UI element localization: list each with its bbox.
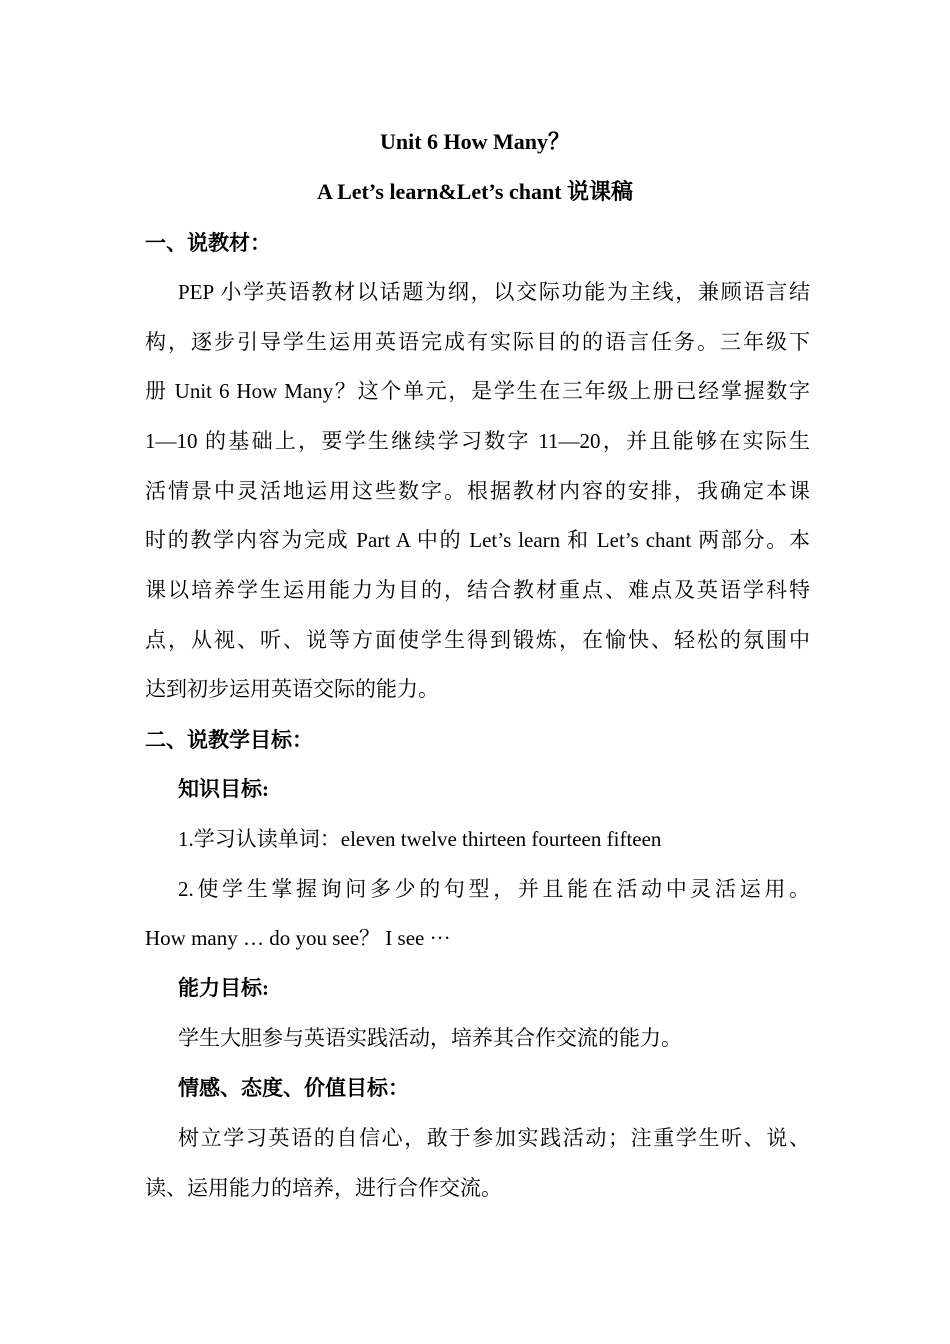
page-title: Unit 6 How Many？ bbox=[379, 129, 571, 154]
paragraph-line: 时的教学内容为完成 Part A 中的 Let’s learn 和 Let’s chant 两部分。本 bbox=[145, 528, 810, 552]
paragraph-line: PEP 小学英语教材以话题为纲，以交际功能为主线，兼顾语言结 bbox=[178, 280, 810, 304]
page-subtitle: A Let’s learn&Let’s chant 说课稿 bbox=[316, 179, 634, 204]
ability-text: 学生大胆参与英语实践活动，培养其合作交流的能力。 bbox=[178, 1026, 682, 1050]
paragraph-line: 1—10 的基础上，要学生继续学习数字 11—20，并且能够在实际生 bbox=[145, 429, 810, 453]
subheading-knowledge: 知识目标: bbox=[178, 777, 269, 801]
knowledge-item-2-sentence: How many … do you see？ I see ··· bbox=[145, 926, 451, 950]
knowledge-item-1: 1.学习认读单词：eleven twelve thirteen fourteen fifteen bbox=[178, 827, 662, 851]
knowledge-item-2: 2.使学生掌握询问多少的句型，并且能在活动中灵活运用。 bbox=[178, 877, 810, 901]
subheading-ability: 能力目标: bbox=[178, 976, 269, 1000]
section-heading-objectives: 二、说教学目标： bbox=[145, 728, 313, 752]
paragraph-line: 点，从视、听、说等方面使学生得到锻炼，在愉快、轻松的氛围中 bbox=[145, 628, 810, 652]
paragraph-line: 课以培养学生运用能力为目的，结合教材重点、难点及英语学科特 bbox=[145, 578, 810, 602]
section-heading-materials: 一、说教材： bbox=[145, 231, 271, 255]
subheading-emotion: 情感、态度、价值目标： bbox=[178, 1076, 409, 1100]
paragraph-line: 达到初步运用英语交际的能力。 bbox=[145, 677, 439, 701]
paragraph-line: 册 Unit 6 How Many？这个单元，是学生在三年级上册已经掌握数字 bbox=[145, 379, 810, 403]
emotion-text-line: 读、运用能力的培养，进行合作交流。 bbox=[145, 1176, 502, 1200]
paragraph-line: 构，逐步引导学生运用英语完成有实际目的的语言任务。三年级下 bbox=[145, 330, 810, 354]
emotion-text-line: 树立学习英语的自信心，敢于参加实践活动；注重学生听、说、 bbox=[178, 1126, 810, 1150]
paragraph-line: 活情景中灵活地运用这些数字。根据教材内容的安排，我确定本课 bbox=[145, 479, 810, 503]
